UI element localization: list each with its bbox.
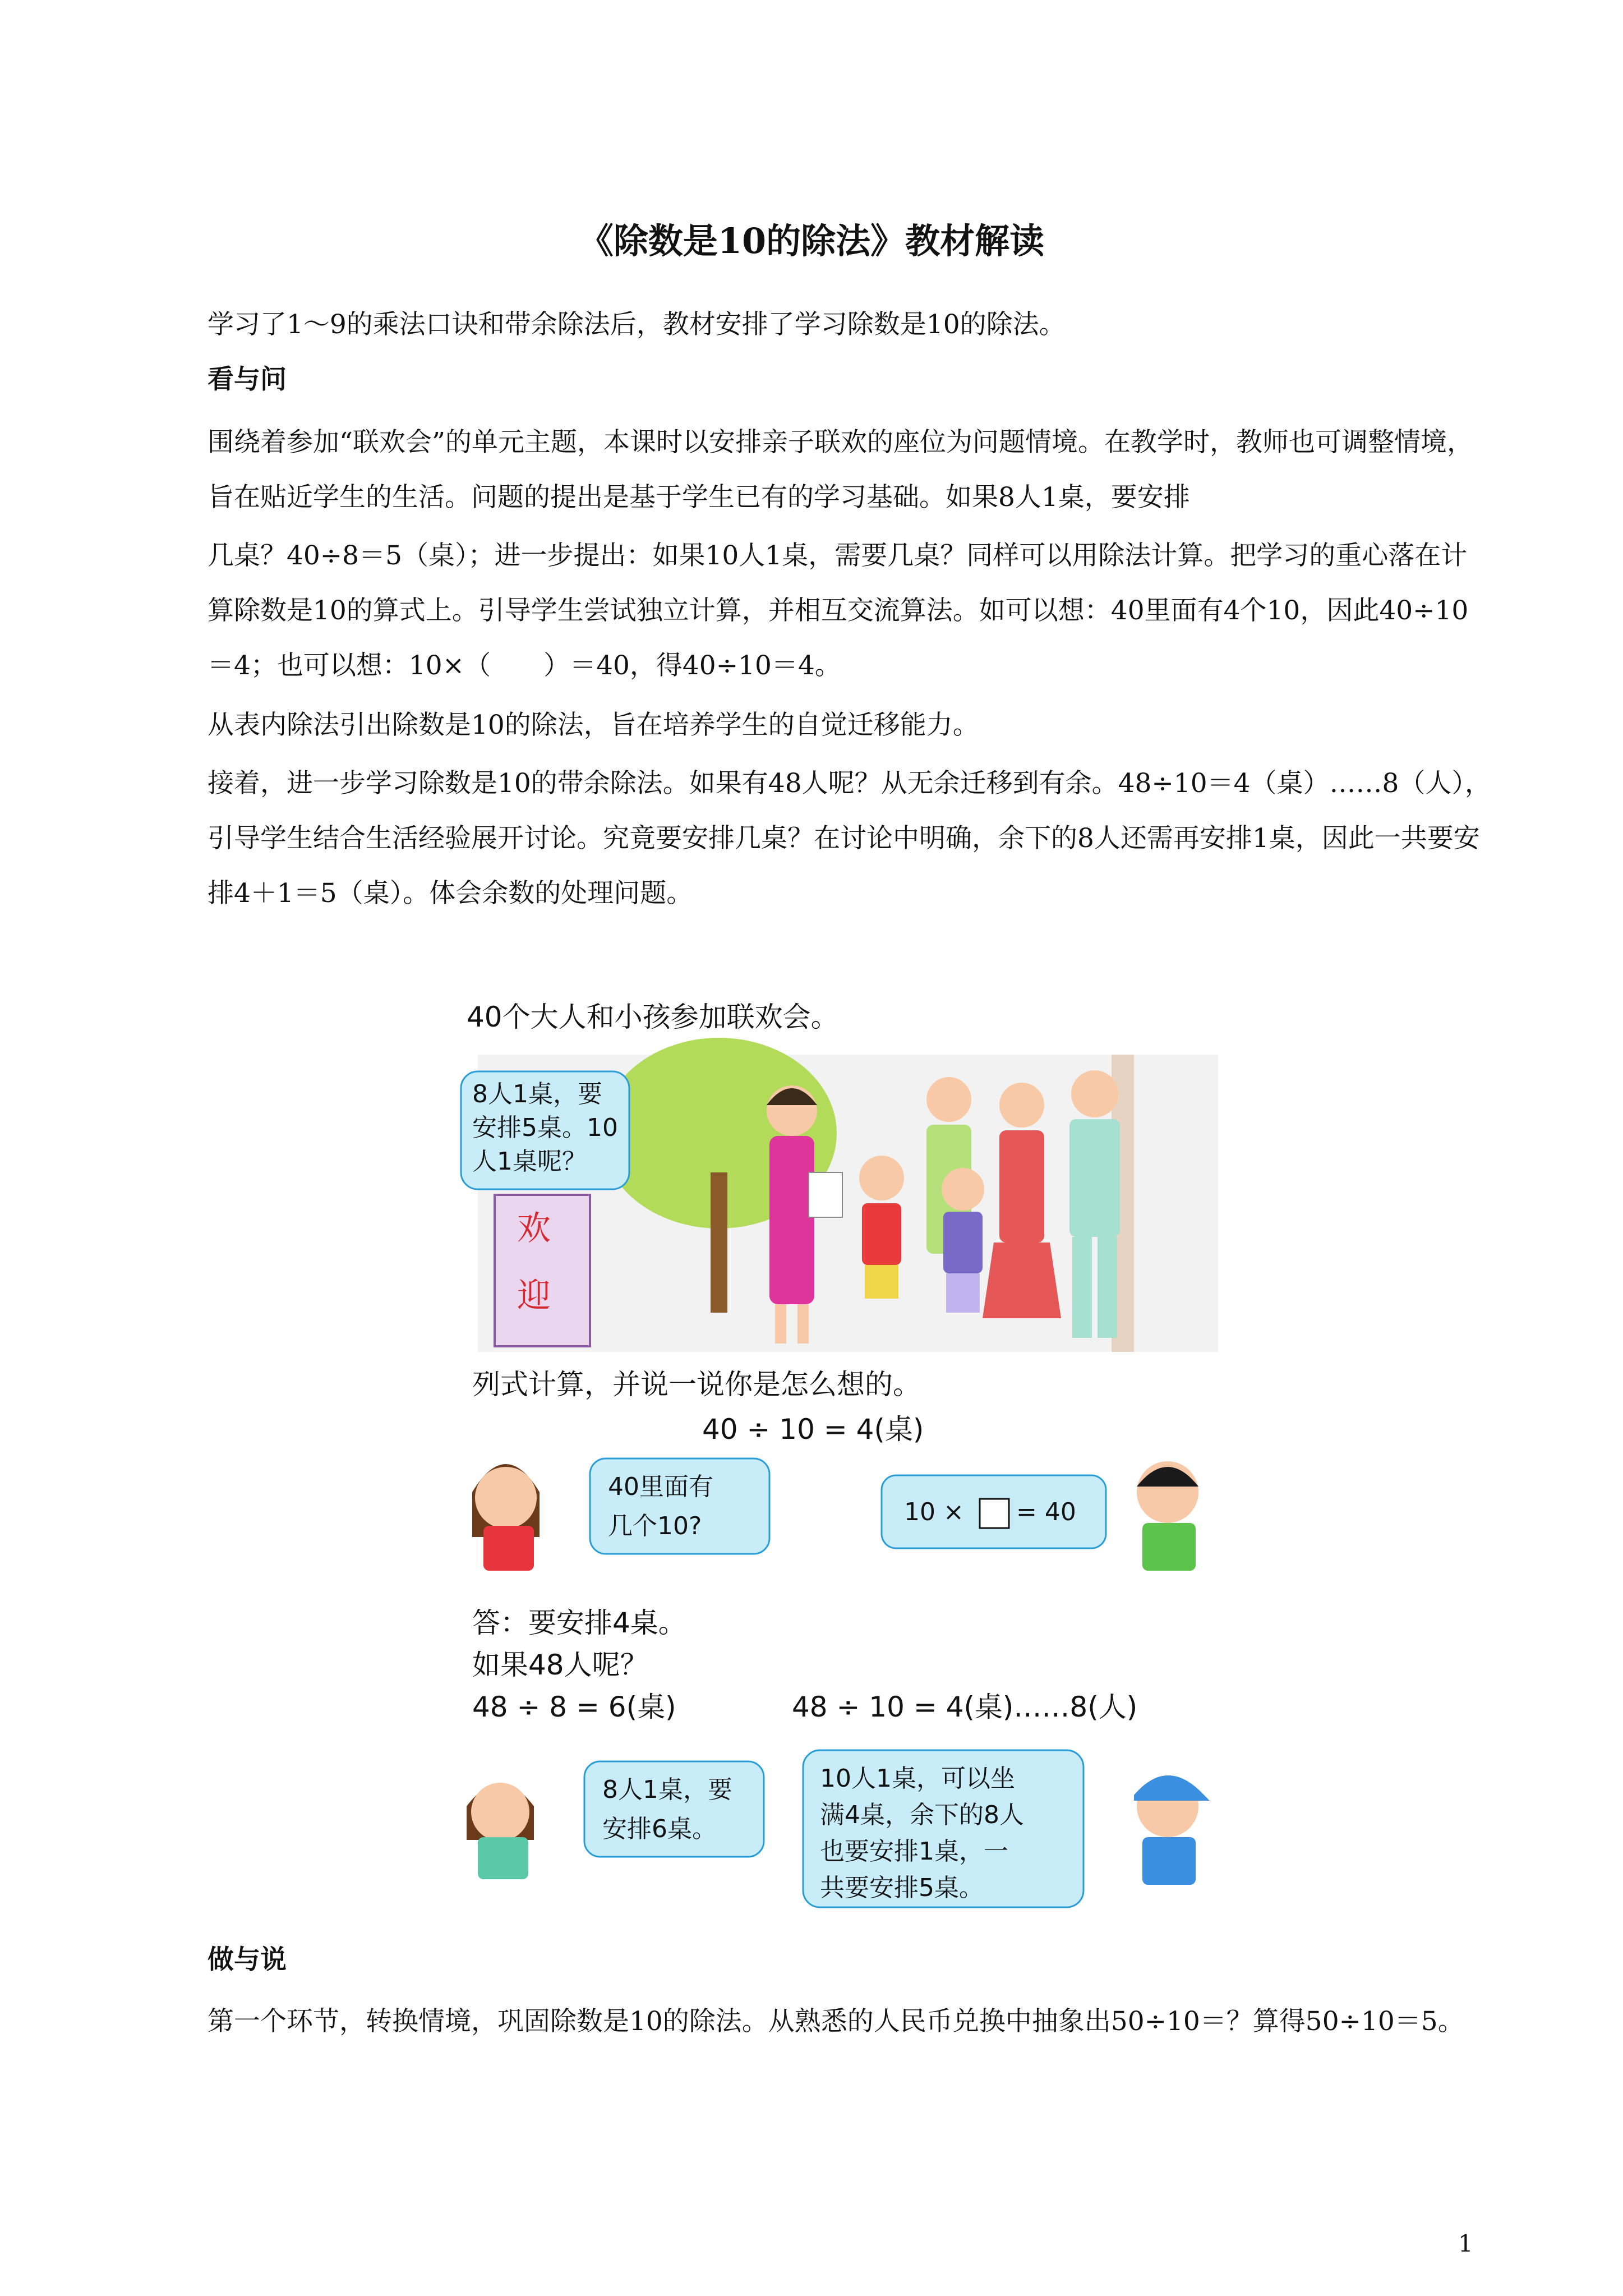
speech-bubble-girl-2 [584, 1761, 764, 1857]
welcome-sign [495, 1195, 590, 1346]
section-heading-do-and-say: 做与说 [208, 1944, 287, 1975]
blank-box [980, 1499, 1009, 1528]
girl-figure-1 [472, 1464, 540, 1571]
svg-text:安排6桌。: 安排6桌。 [602, 1815, 717, 1843]
section-heading-look-and-ask: 看与问 [208, 364, 287, 395]
svg-text:40里面有: 40里面有 [608, 1473, 713, 1501]
svg-text:8人1桌，要: 8人1桌，要 [602, 1775, 732, 1804]
paragraph-1: 围绕着参加“联欢会”的单元主题，本课时以安排亲子联欢的座位为问题情境。在教学时，教师也可调整情境，旨在贴近学生的生活。问题的提出是基于学生已有的学习基础。如果8人1桌，要安排 [208, 427, 1474, 513]
svg-text:= 40: = 40 [1016, 1498, 1076, 1526]
svg-text:安排5桌。10: 安排5桌。10 [472, 1114, 618, 1142]
svg-text:满4桌，余下的8人: 满4桌，余下的8人 [820, 1801, 1024, 1829]
question-48: 如果48人呢？ [472, 1649, 648, 1681]
page-title: 《除数是10的除法》教材解读 [578, 220, 1045, 261]
paragraph-3: 从表内除法引出除数是10的除法，旨在培养学生的自觉迁移能力。 [208, 710, 979, 740]
svg-text:人1桌呢？: 人1桌呢？ [472, 1147, 587, 1176]
paragraph-4: 接着，进一步学习除数是10的带余除法。如果有48人呢？从无余迁移到有余。48÷10＝4（桌）……8（人），引导学生结合生活经验展开讨论。究竟要安排几桌？在讨论中明确，余下的8人还需再安排1桌，因此一共要安排4＋1＝5（桌）。体会余数的处理问题。 [208, 768, 1491, 909]
svg-text:也要安排1桌，一: 也要安排1桌，一 [820, 1837, 1008, 1866]
speech-bubble-boy-1 [882, 1475, 1106, 1548]
answer-text: 答：要安排4桌。 [472, 1607, 686, 1639]
paragraph-2: 几桌？40÷8＝5（桌）；进一步提出：如果10人1桌，需要几桌？同样可以用除法计算。把学习的重心落在计算除数是10的算式上。引导学生尝试独立计算，并相互交流算法。如可以想：40里面有4个10，因此40÷10＝4；也可以想：10×（ ）＝40，得40÷10＝4。 [208, 540, 1469, 681]
speech-bubble-girl-1 [590, 1458, 769, 1554]
page-number: 1 [1458, 2230, 1473, 2257]
intro-paragraph: 学习了1～9的乘法口诀和带余除法后，教材安排了学习除数是10的除法。 [208, 309, 1066, 340]
textbook-illustration [455, 987, 1218, 1927]
girl-figure-2 [467, 1783, 534, 1879]
speech-bubble-boy-2 [803, 1750, 1083, 1907]
speech-bubble-teacher [461, 1071, 629, 1189]
svg-text:迎: 迎 [517, 1276, 551, 1315]
equation-48-div-8: 48 ÷ 8 = 6(桌) [472, 1691, 676, 1723]
svg-text:10人1桌，可以坐: 10人1桌，可以坐 [820, 1764, 1015, 1793]
boy-figure-2 [1134, 1775, 1210, 1885]
svg-text:8人1桌，要: 8人1桌，要 [472, 1080, 602, 1108]
svg-text:10 ×: 10 × [904, 1498, 964, 1526]
equation-40-div-10: 40 ÷ 10 = 4(桌) [702, 1413, 924, 1446]
instruction-text: 列式计算，并说一说你是怎么想的。 [472, 1368, 921, 1401]
boy-figure-1 [1137, 1461, 1198, 1571]
svg-text:几个10?: 几个10? [608, 1512, 702, 1540]
equation-48-div-10: 48 ÷ 10 = 4(桌)……8(人) [792, 1691, 1138, 1723]
figure-caption: 40个大人和小孩参加联欢会。 [467, 1001, 839, 1033]
svg-text:共要安排5桌。: 共要安排5桌。 [820, 1874, 984, 1902]
paragraph-5: 第一个环节，转换情境，巩固除数是10的除法。从熟悉的人民币兑换中抽象出50÷10＝？算得50÷10＝5。 [208, 2006, 1464, 2037]
svg-text:欢: 欢 [517, 1209, 551, 1248]
